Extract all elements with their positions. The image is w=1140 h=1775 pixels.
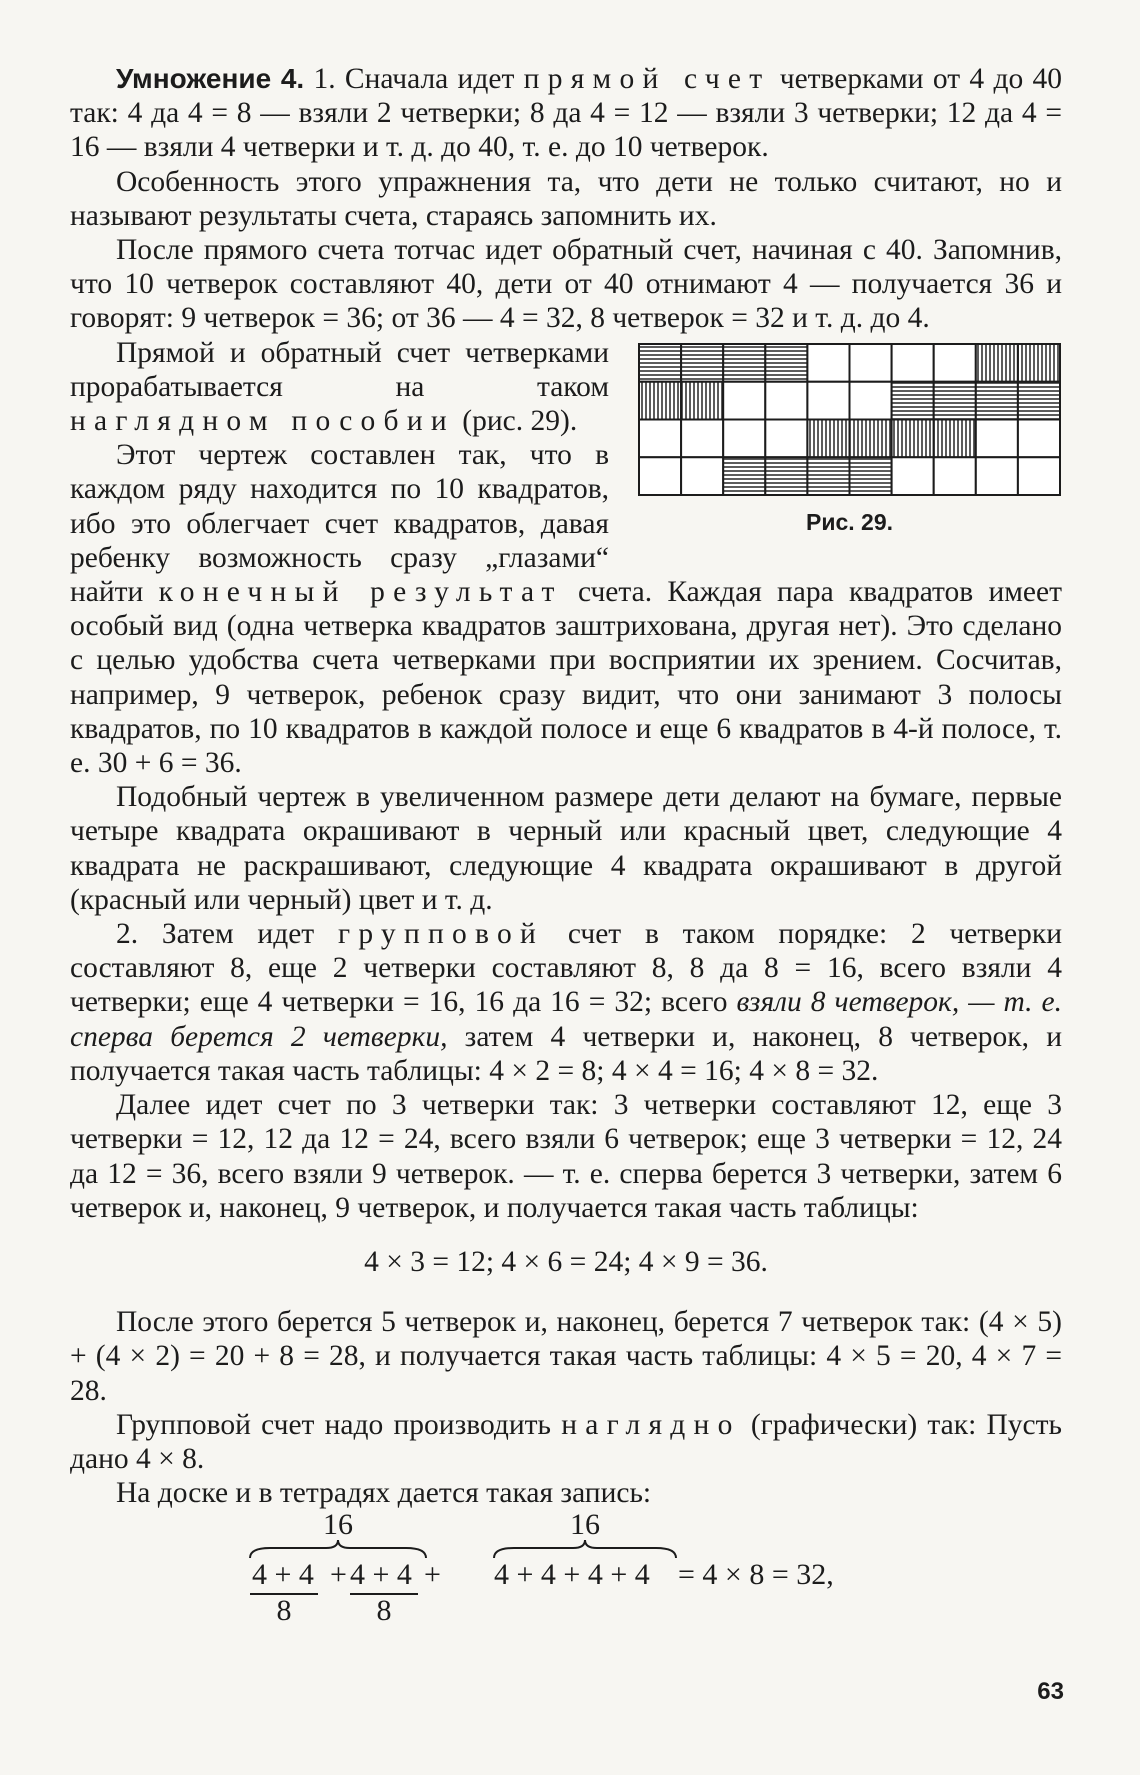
grid-cell [892, 381, 934, 419]
grid-cell [807, 457, 849, 495]
paragraph-2: Особенность этого упражнения та, что дети не только считают, но и называют результаты счета, стараясь запомнить их. [70, 165, 1062, 232]
sub-label-b: 8 [376, 1594, 392, 1625]
grid-cell [934, 344, 976, 382]
paragraph-8: Далее идет счет по 3 четверки так: 3 четверки составляют 12, еще 3 четверки = 12, 12 да 12 = 24, всего взяли 6 четверок; еще 3 четверки = 12, 24 да 12 = 36, всего взяли 9 четверок. — т. е. сперва берется 3 четверки, затем 6 четверок и, наконец, 9 четверок, и получается такая часть таблицы: [70, 1089, 1062, 1224]
paragraph-5: Этот чертеж составлен так, что в каждом ряду находится по 10 квадратов, ибо это облегчает счет квадратов, давая ребенку возможность сразу „глазами“ найти конечный результат счета. Каждая пара квадратов имеет особый вид (одна четверка квадратов заштрихована, другая нет). Это сделано с целью удобства счета четверками при восприятии их зрением. Сосчитав, например, 9 четверок, ребенок сразу видит, что они занимают 3 полосы квадратов, по 10 квадратов в каждой полосе и еще 6 квадратов в 4-й полосе, т. е. 30 + 6 = 36. [70, 439, 1062, 780]
expr-b: 4 + 4 [350, 1558, 412, 1592]
grid-cell [892, 457, 934, 495]
grid-cell [681, 381, 723, 419]
paragraph-10: Групповой счет надо производить наглядно (графически) так: Пусть дано 4 × 8. [70, 1408, 1062, 1475]
grid-cell [934, 419, 976, 457]
grid-cell [639, 381, 681, 419]
grid-cell [892, 344, 934, 382]
grid-cell [934, 381, 976, 419]
grid-cell [723, 381, 765, 419]
plus-1: + [330, 1558, 347, 1592]
expr-c: 4 + 4 + 4 + 4 [494, 1558, 650, 1592]
grid-cell [976, 344, 1018, 382]
formula-2-drawing [70, 1514, 1062, 1624]
paragraph-4: Прямой и обратный счет четверками прорабатывается на таком наглядном пособии (рис. 29). [70, 336, 609, 438]
grid-cell [1018, 419, 1060, 457]
grid-cell [892, 419, 934, 457]
formula-2 [70, 1514, 1062, 1624]
grid-cell [850, 381, 892, 419]
page-body [70, 62, 1062, 1624]
grid-cell [765, 381, 807, 419]
grid-cell [807, 344, 849, 382]
section-heading: Умножение 4. [116, 63, 305, 94]
paragraph-7: 2. Затем идет групповой счет в таком порядке: 2 четверки составляют 8, еще 2 четверки составляют 8, 8 да 8 = 16, всего взяли 4 четверки; еще 4 четверки = 16, 16 да 16 = 32; всего взяли 8 четверок, — т. е. сперва берется 2 четверки, затем 4 четверки и, наконец, 8 четверок, и получается такая часть таблицы: 4 × 2 = 8; 4 × 4 = 16; 4 × 8 = 32. [70, 918, 1062, 1087]
grid-cell [976, 381, 1018, 419]
grid-cell [1018, 457, 1060, 495]
grid-cell [850, 344, 892, 382]
grid-cell [1018, 344, 1060, 382]
page-number: 63 [1037, 1678, 1064, 1705]
figure-caption: Рис. 29. [805, 508, 894, 535]
expr-result: = 4 × 8 = 32, [678, 1558, 834, 1592]
plus-2: + [424, 1558, 441, 1592]
grid-cell [765, 344, 807, 382]
sub-label-a: 8 [276, 1594, 292, 1625]
brace-left [250, 1540, 426, 1558]
grid-cell [807, 381, 849, 419]
paragraph-11: На доске и в тетрадях дается такая запись: [116, 1477, 652, 1510]
paragraph-9: После этого берется 5 четверок и, наконец, берется 7 четверок так: (4 × 5) + (4 × 2) = 20 + 8 = 28, и получается такая часть таблицы: 4 × 5 = 20, 4 × 7 = 28. [70, 1306, 1062, 1407]
grid-cell [934, 457, 976, 495]
grid-cell [976, 457, 1018, 495]
figure-grid [637, 342, 1062, 497]
brace-right [494, 1540, 676, 1558]
grid-cell [976, 419, 1018, 457]
grid-cell [681, 457, 723, 495]
paragraph-6: Подобный чертеж в увеличенном размере дети делают на бумаге, первые четыре квадрата окрашивают в черный или красный цвет, следующие 4 квадрата не раскрашивают, следующие 4 квадрата окрашивают в другой (красный или черный) цвет и т. д. [70, 781, 1062, 916]
figure-29 [637, 342, 1062, 539]
grid-cell [639, 344, 681, 382]
grid-cell [723, 457, 765, 495]
grid-cell [765, 457, 807, 495]
grid-cell [765, 419, 807, 457]
grid-cell [681, 344, 723, 382]
grid-cell [850, 419, 892, 457]
grid-cell [723, 419, 765, 457]
formula-1: 4 × 3 = 12; 4 × 6 = 24; 4 × 9 = 36. [364, 1245, 768, 1278]
grid-cell [639, 457, 681, 495]
grid-cell [850, 457, 892, 495]
brace-label-left: 16 [323, 1514, 353, 1542]
grid-cell [1018, 381, 1060, 419]
brace-label-right: 16 [570, 1514, 600, 1542]
expr-a: 4 + 4 [252, 1558, 314, 1592]
grid-cell [639, 419, 681, 457]
grid-cell [723, 344, 765, 382]
grid-cell [807, 419, 849, 457]
paragraph-1: Умножение 4. 1. Сначала идет прямой счет четверками от 4 до 40 так: 4 да 4 = 8 — взяли 2 четверки; 8 да 4 = 12 — взяли 3 четверки; 12 да 4 = 16 — взяли 4 четверки и т. д. до 40, т. е. до 10 четверок. [70, 63, 1063, 164]
paragraph-3: После прямого счета тотчас идет обратный счет, начиная с 40. Запомнив, что 10 четверок составляют 40, дети от 40 отнимают 4 — получается 36 и говорят: 9 четверок = 36; от 36 — 4 = 32, 8 четверок = 32 и т. д. до 4. [70, 234, 1062, 335]
grid-cell [681, 419, 723, 457]
